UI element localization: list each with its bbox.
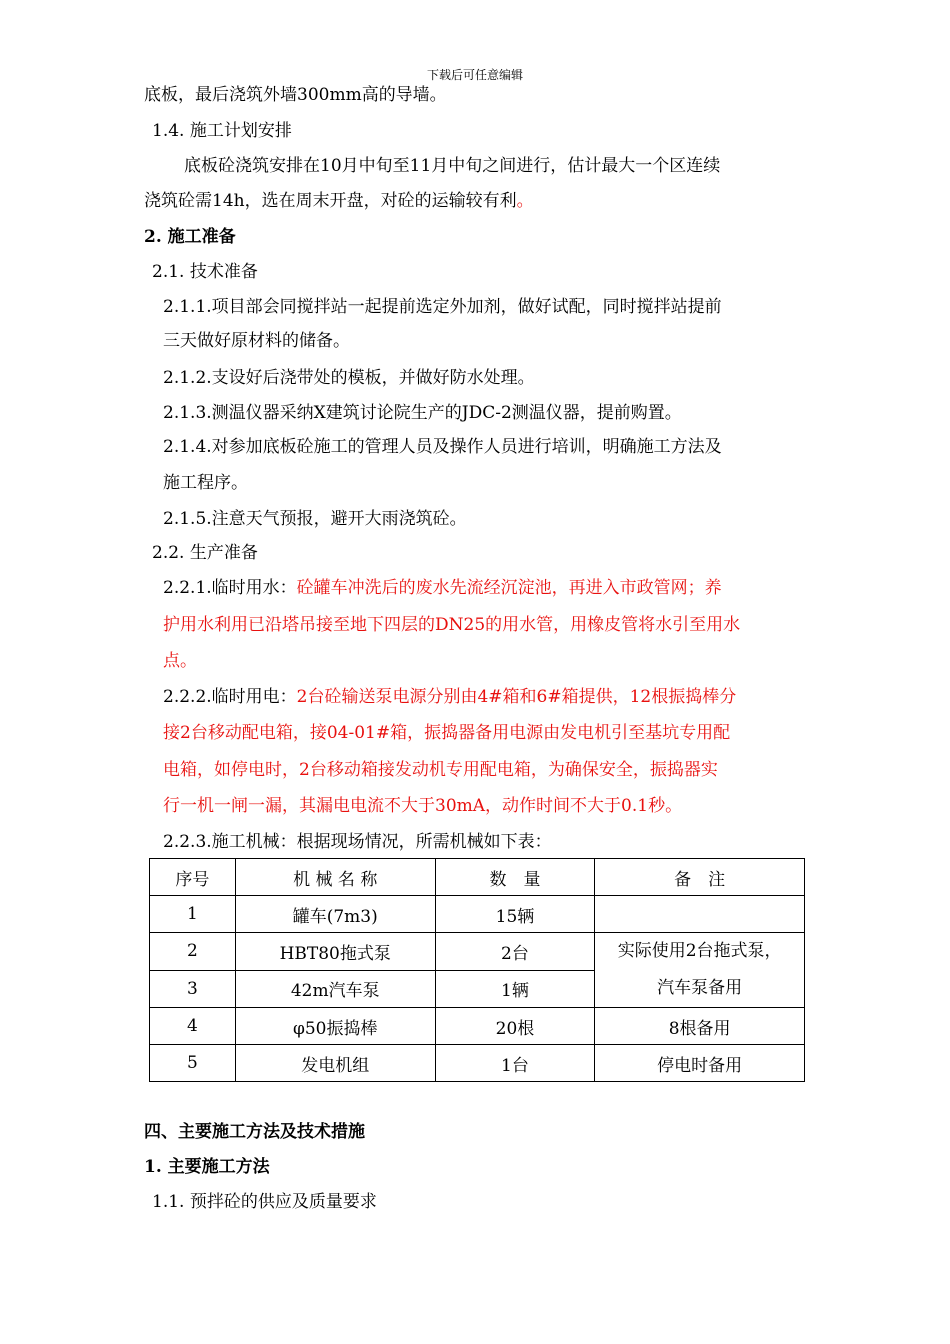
item-2-1-4-line1: 2.1.4.对参加底板砼施工的管理人员及操作人员进行培训，明确施工方法及 xyxy=(163,437,722,457)
item-2-2-2-label: 2.2.2.临时用电： xyxy=(163,687,297,707)
table-cell-no: 4 xyxy=(150,1008,236,1045)
item-2-2-1-line1 xyxy=(163,577,722,599)
paragraph-plan-line2 xyxy=(144,190,534,212)
heading-4-1: 1. 主要施工方法 xyxy=(144,1157,270,1177)
page-header: 下载后可任意编辑 xyxy=(426,68,523,82)
item-2-2-3: 2.2.3.施工机械：根据现场情况，所需机械如下表： xyxy=(163,832,552,852)
item-2-1-2: 2.1.2.支设好后浇带处的模板，并做好防水处理。 xyxy=(163,368,535,388)
plan-line2-period: 。 xyxy=(516,191,534,211)
item-2-1-3: 2.1.3.测温仪器采纳X建筑讨论院生产的JDC-2测温仪器，提前购置。 xyxy=(163,403,682,423)
table-row xyxy=(150,1008,805,1045)
item-2-2-2-line3: 电箱，如停电时，2台移动箱接发动机专用配电箱，为确保安全，振捣器实 xyxy=(163,760,718,780)
plan-line2-text: 浇筑砼需14h，选在周末开盘，对砼的运输较有利 xyxy=(144,191,517,211)
table-cell-qty: 1辆 xyxy=(435,970,595,1008)
item-2-2-1-text: 砼罐车冲洗后的废水先流经沉淀池，再进入市政管网；养 xyxy=(296,578,722,598)
item-2-1-5: 2.1.5.注意天气预报，避开大雨浇筑砼。 xyxy=(163,509,467,529)
table-cell-qty: 2台 xyxy=(435,933,595,971)
table-cell-no: 2 xyxy=(150,933,236,971)
table-cell-note xyxy=(595,896,805,933)
table-header-cell: 备 注 xyxy=(595,859,805,896)
table-cell-name: 42m汽车泵 xyxy=(235,970,435,1008)
heading-2: 2. 施工准备 xyxy=(144,227,236,247)
table-header-cell: 序号 xyxy=(150,859,236,896)
item-2-2-2-line1 xyxy=(163,686,736,708)
table-cell-no: 5 xyxy=(150,1045,236,1082)
table-cell-qty: 20根 xyxy=(435,1008,595,1045)
section-1-4: 1.4. 施工计划安排 xyxy=(152,121,292,141)
item-2-1-1-line2: 三天做好原材料的储备。 xyxy=(163,331,350,351)
section-2-2: 2.2. 生产准备 xyxy=(152,543,258,563)
table-header-cell: 机 械 名 称 xyxy=(235,859,435,896)
item-2-2-1-label: 2.2.1.临时用水： xyxy=(163,578,297,598)
table-cell-name: 罐车(7m3) xyxy=(235,896,435,933)
paragraph-plan-line1: 底板砼浇筑安排在10月中旬至11月中旬之间进行，估计最大一个区连续 xyxy=(184,156,721,176)
item-2-2-1-line2: 护用水利用已沿塔吊接至地下四层的DN25的用水管，用橡皮管将水引至用水 xyxy=(163,615,741,635)
table-row xyxy=(150,1045,805,1082)
item-2-1-1-line1: 2.1.1.项目部会同搅拌站一起提前选定外加剂，做好试配，同时搅拌站提前 xyxy=(163,297,722,317)
table-cell-name: HBT80拖式泵 xyxy=(235,933,435,971)
table-cell-no: 1 xyxy=(150,896,236,933)
heading-4: 四、主要施工方法及技术措施 xyxy=(144,1122,365,1142)
paragraph-wall: 底板，最后浇筑外墙300mm高的导墙。 xyxy=(144,85,447,105)
machinery-table xyxy=(149,858,805,1082)
section-2-1: 2.1. 技术准备 xyxy=(152,262,258,282)
table-header-row xyxy=(150,859,805,896)
table-row xyxy=(150,933,805,971)
table-header-cell: 数 量 xyxy=(435,859,595,896)
item-2-2-2-text: 2台砼输送泵电源分别由4#箱和6#箱提供，12根振捣棒分 xyxy=(296,687,737,707)
table-cell-note: 8根备用 xyxy=(595,1008,805,1045)
item-2-2-1-line3: 点。 xyxy=(163,651,197,671)
item-2-1-4-line2: 施工程序。 xyxy=(163,473,248,493)
table-cell-note: 实际使用2台拖式泵， 汽车泵备用 xyxy=(595,933,805,1008)
table-cell-qty: 15辆 xyxy=(435,896,595,933)
table-cell-note: 停电时备用 xyxy=(595,1045,805,1082)
table-cell-name: 发电机组 xyxy=(235,1045,435,1082)
table-cell-qty: 1台 xyxy=(435,1045,595,1082)
section-4-1-1: 1.1. 预拌砼的供应及质量要求 xyxy=(152,1192,377,1212)
table-cell-name: φ50振捣棒 xyxy=(235,1008,435,1045)
table-cell-no: 3 xyxy=(150,970,236,1008)
table-row xyxy=(150,896,805,933)
item-2-2-2-line4: 行一机一闸一漏，其漏电电流不大于30mA，动作时间不大于0.1秒。 xyxy=(163,796,683,816)
item-2-2-2-line2: 接2台移动配电箱，接04-01#箱，振捣器备用电源由发电机引至基坑专用配 xyxy=(163,723,731,743)
